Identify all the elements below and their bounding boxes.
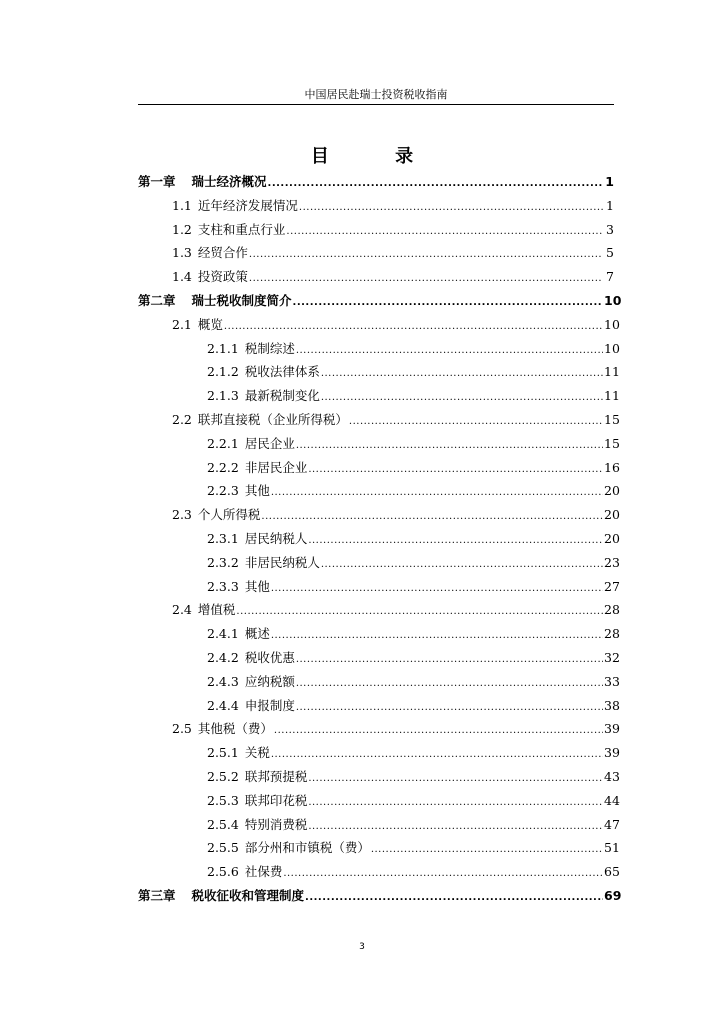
toc-entry[interactable]: [138, 694, 620, 718]
toc-entry-page: 47: [604, 816, 620, 832]
dot-leader: [305, 886, 603, 910]
toc-entry-page: 20: [604, 483, 620, 499]
toc-entry-page: 15: [604, 435, 620, 451]
toc-entry-title: 投资政策: [197, 269, 248, 285]
toc-entry-page: 11: [604, 364, 620, 380]
dot-leader: [224, 315, 603, 339]
dot-leader: [283, 862, 603, 886]
toc-entry-number: 2.1: [172, 316, 192, 332]
dot-leader: [271, 481, 603, 505]
toc-entry-number: 2.1.3: [207, 388, 239, 404]
toc-entry[interactable]: [138, 670, 620, 694]
toc-entry[interactable]: [138, 337, 620, 361]
toc-entry-page: 43: [604, 768, 620, 784]
toc-entry[interactable]: [138, 860, 620, 884]
toc-entry-title: 瑞士税收制度简介: [191, 292, 292, 308]
dot-leader: [271, 743, 603, 767]
toc-entry[interactable]: [138, 575, 620, 599]
dot-leader: [236, 600, 603, 624]
page-number: 3: [359, 942, 365, 952]
toc-entry[interactable]: [138, 456, 620, 480]
toc-entry[interactable]: [138, 432, 620, 456]
toc-entry[interactable]: [138, 313, 620, 337]
toc-entry-page: 28: [604, 626, 620, 642]
toc-entry[interactable]: [138, 884, 622, 908]
toc-entry-page: 10: [604, 316, 620, 332]
toc-entry[interactable]: [138, 646, 620, 670]
dot-leader: [308, 458, 603, 482]
toc-entry[interactable]: [138, 789, 620, 813]
toc-entry[interactable]: [138, 527, 620, 551]
toc-entry-title: 其他: [244, 578, 270, 594]
toc-entry-number: 2.4.4: [207, 697, 239, 713]
toc-entry-title: 特别消费税: [244, 816, 308, 832]
toc-entry-page: 39: [604, 745, 620, 761]
toc-entry-title: 申报制度: [244, 697, 295, 713]
toc-entry-page: 39: [604, 721, 620, 737]
toc-entry-number: 2.1.1: [207, 340, 239, 356]
toc-entry[interactable]: [138, 384, 620, 408]
toc-entry-title: 瑞士经济概况: [191, 174, 267, 189]
dot-leader: [308, 767, 603, 791]
toc-entry[interactable]: [138, 551, 620, 575]
dot-leader: [249, 243, 603, 267]
toc-entry-number: 2.2.1: [207, 435, 239, 451]
dot-leader: [261, 505, 603, 529]
dot-leader: [321, 553, 603, 577]
toc-entry[interactable]: [138, 813, 620, 837]
dot-leader: [286, 220, 603, 244]
toc-entry-number: 2.4.3: [207, 673, 239, 689]
toc-entry-title: 居民纳税人: [244, 530, 308, 546]
toc-title: 目 录: [310, 146, 444, 167]
toc-entry-number: 第一章: [138, 174, 176, 189]
toc-entry-number: 2.1.2: [207, 364, 239, 380]
toc-entry-page: 44: [604, 792, 620, 808]
toc-entry[interactable]: [138, 717, 620, 741]
toc-entry-page: 20: [604, 507, 620, 523]
toc-entry-page: 51: [604, 840, 620, 856]
toc-entry-title: 联邦印花税: [244, 792, 308, 808]
table-of-contents: [138, 170, 622, 908]
toc-entry[interactable]: [138, 360, 620, 384]
toc-entry-page: 10: [604, 340, 620, 356]
toc-entry-number: 2.4.2: [207, 649, 239, 665]
toc-entry[interactable]: [138, 503, 620, 527]
toc-entry-title: 近年经济发展情况: [197, 197, 298, 213]
toc-entry-title: 其他税（费）: [197, 721, 273, 737]
toc-entry-title: 关税: [244, 745, 270, 761]
toc-entry-title: 其他: [244, 483, 270, 499]
toc-entry-number: 2.3: [172, 507, 192, 523]
toc-entry-page: 3: [606, 221, 614, 237]
toc-entry-page: 65: [604, 864, 620, 880]
toc-entry[interactable]: [138, 741, 620, 765]
toc-entry-title: 联邦直接税（企业所得税）: [197, 411, 348, 427]
toc-entry[interactable]: [138, 598, 620, 622]
toc-entry[interactable]: [138, 289, 622, 313]
dot-leader: [249, 267, 603, 291]
toc-entry-page: 23: [604, 554, 620, 570]
toc-entry-title: 支柱和重点行业: [197, 221, 286, 237]
toc-entry-title: 税制综述: [244, 340, 295, 356]
dot-leader: [349, 410, 603, 434]
toc-entry-page: 33: [604, 673, 620, 689]
toc-entry-title: 联邦预提税: [244, 768, 308, 784]
running-header: 中国居民赴瑞士投资税收指南: [304, 88, 448, 101]
toc-entry-number: 第三章: [138, 887, 176, 903]
toc-entry-number: 2.5.6: [207, 864, 239, 880]
dot-leader: [296, 648, 603, 672]
dot-leader: [293, 291, 603, 315]
toc-entry-number: 1.1: [172, 197, 192, 213]
toc-entry-title: 概览: [197, 316, 223, 332]
toc-entry[interactable]: [138, 194, 614, 218]
toc-entry[interactable]: [138, 408, 620, 432]
toc-entry[interactable]: [138, 218, 614, 242]
toc-entry-number: 2.3.2: [207, 554, 239, 570]
toc-entry-title: 最新税制变化: [244, 388, 320, 404]
toc-entry-number: 2.3.3: [207, 578, 239, 594]
toc-entry-title: 应纳税额: [244, 673, 295, 689]
toc-entry-number: 2.5: [172, 721, 192, 737]
toc-entry-page: 16: [604, 459, 620, 475]
toc-entry-number: 2.2.2: [207, 459, 239, 475]
dot-leader: [296, 434, 603, 458]
toc-entry-number: 2.2.3: [207, 483, 239, 499]
dot-leader: [371, 838, 603, 862]
toc-entry-number: 1.2: [172, 221, 192, 237]
dot-leader: [296, 696, 603, 720]
header-divider: [138, 104, 614, 105]
dot-leader: [268, 172, 603, 196]
toc-entry-title: 非居民企业: [244, 459, 308, 475]
toc-entry-number: 1.3: [172, 245, 192, 261]
dot-leader: [308, 529, 603, 553]
dot-leader: [274, 719, 603, 743]
toc-entry[interactable]: [138, 479, 620, 503]
toc-entry[interactable]: [138, 765, 620, 789]
toc-entry-title: 居民企业: [244, 435, 295, 451]
toc-entry-page: 10: [604, 292, 622, 308]
toc-entry-page: 1: [605, 174, 614, 189]
toc-entry-page: 15: [604, 411, 620, 427]
toc-entry-number: 2.5.5: [207, 840, 239, 856]
toc-entry-number: 2.5.4: [207, 816, 239, 832]
toc-entry-page: 11: [604, 388, 620, 404]
toc-entry-page: 1: [606, 197, 614, 213]
toc-entry-title: 部分州和市镇税（费）: [244, 840, 370, 856]
dot-leader: [321, 362, 603, 386]
dot-leader: [296, 672, 603, 696]
toc-entry[interactable]: [138, 622, 620, 646]
dot-leader: [299, 196, 603, 220]
dot-leader: [308, 815, 603, 839]
toc-entry-title: 非居民纳税人: [244, 554, 320, 570]
dot-leader: [296, 339, 603, 363]
toc-entry-title: 社保费: [244, 864, 283, 880]
toc-entry-page: 69: [604, 887, 622, 903]
toc-entry-title: 增值税: [197, 602, 236, 618]
toc-entry-number: 2.5.1: [207, 745, 239, 761]
toc-entry-title: 经贸合作: [197, 245, 248, 261]
toc-entry-number: 2.3.1: [207, 530, 239, 546]
toc-entry-page: 20: [604, 530, 620, 546]
toc-entry-page: 5: [606, 245, 614, 261]
dot-leader: [308, 791, 603, 815]
dot-leader: [271, 624, 603, 648]
toc-entry-number: 2.2: [172, 411, 192, 427]
dot-leader: [271, 577, 603, 601]
toc-entry-number: 2.4.1: [207, 626, 239, 642]
toc-entry-number: 2.5.3: [207, 792, 239, 808]
dot-leader: [321, 386, 603, 410]
toc-entry-number: 第二章: [138, 292, 176, 308]
toc-entry[interactable]: [138, 170, 614, 194]
toc-entry-title: 税收征收和管理制度: [191, 887, 305, 903]
toc-entry[interactable]: [138, 836, 620, 860]
toc-entry-title: 概述: [244, 626, 270, 642]
toc-entry-title: 税收优惠: [244, 649, 295, 665]
toc-entry-page: 27: [604, 578, 620, 594]
toc-entry-number: 1.4: [172, 269, 192, 285]
toc-entry-page: 32: [604, 649, 620, 665]
toc-entry-page: 28: [604, 602, 620, 618]
toc-entry-number: 2.4: [172, 602, 192, 618]
toc-entry[interactable]: [138, 265, 614, 289]
toc-entry-title: 个人所得税: [197, 507, 261, 523]
toc-entry-number: 2.5.2: [207, 768, 239, 784]
toc-entry-title: 税收法律体系: [244, 364, 320, 380]
toc-entry[interactable]: [138, 241, 614, 265]
toc-entry-page: 38: [604, 697, 620, 713]
toc-entry-page: 7: [606, 269, 614, 285]
